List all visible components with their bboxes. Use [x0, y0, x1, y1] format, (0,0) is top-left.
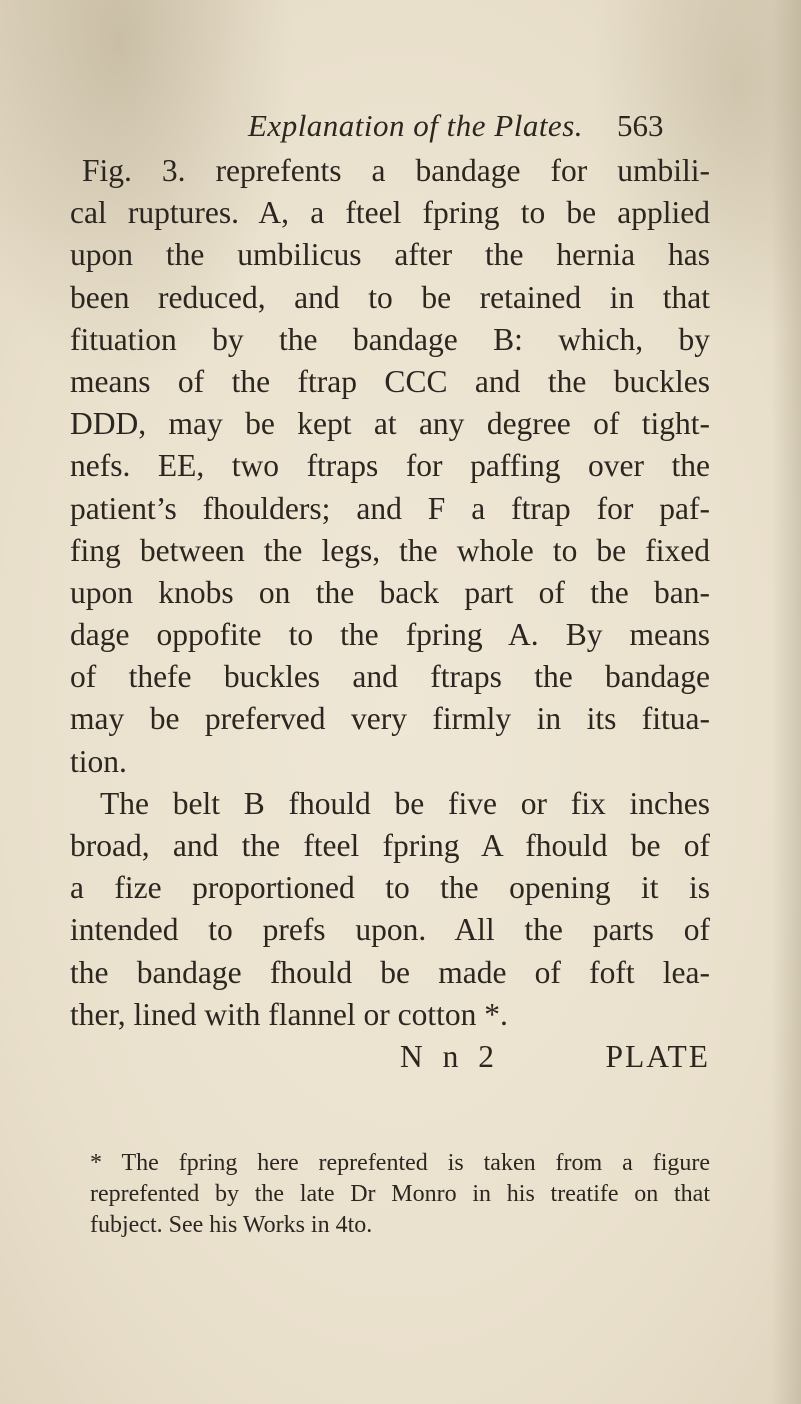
text-line: fituation by the bandage B: which, by — [70, 321, 710, 357]
text-line: tion. — [70, 743, 127, 779]
text-line: The belt B fhould be five or fix inches — [100, 785, 710, 821]
footnote — [90, 1148, 710, 1241]
text-line: intended to prefs upon. All the parts of — [70, 912, 710, 948]
body-text — [70, 150, 710, 1078]
text-line: of thefe buckles and ftraps the bandage — [70, 659, 710, 695]
text-line: ther, lined with flannel or cotton *. — [70, 996, 508, 1032]
text-line: the bandage fhould be made of foft lea- — [70, 954, 710, 990]
text-line: upon the umbilicus after the hernia has — [70, 237, 710, 273]
text-line: may be preferved very firmly in its fitua- — [70, 701, 710, 737]
text-line: DDD, may be kept at any degree of tight- — [70, 406, 710, 442]
running-title: Explanation of the Plates. — [248, 108, 584, 143]
text-line: patient’s fhoulders; and F a ftrap for paf- — [70, 490, 710, 526]
text-line: nefs. EE, two ftraps for paffing over the — [70, 448, 710, 484]
page-number: 563 — [617, 108, 664, 143]
text-line: Fig. 3. reprefents a bandage for umbili- — [82, 153, 710, 188]
footnote-line: reprefented by the late Dr Monro in his treatife on that — [90, 1181, 710, 1207]
page-edge-shadow — [771, 0, 801, 1404]
signature-line — [70, 1036, 710, 1078]
text-line: cal ruptures. A, a fteel fpring to be applied — [70, 195, 710, 231]
page-header — [0, 108, 801, 148]
signature-mark: N n 2 — [400, 1038, 500, 1074]
text-line: been reduced, and to be retained in that — [70, 279, 710, 315]
footnote-line: * The fpring here reprefented is taken from a figure — [90, 1150, 710, 1176]
text-line: dage oppofite to the fpring A. By means — [70, 617, 710, 653]
text-line: a fize proportioned to the opening it is — [70, 870, 710, 906]
footnote-line: fubject. See his Works in 4to. — [90, 1212, 373, 1238]
text-line: broad, and the fteel fpring A fhould be of — [70, 828, 710, 863]
text-line: upon knobs on the back part of the ban- — [70, 574, 710, 610]
text-line: means of the ftrap CCC and the buckles — [70, 363, 710, 399]
text-line: fing between the legs, the whole to be fixed — [70, 532, 710, 568]
catchword: PLATE — [605, 1038, 710, 1074]
